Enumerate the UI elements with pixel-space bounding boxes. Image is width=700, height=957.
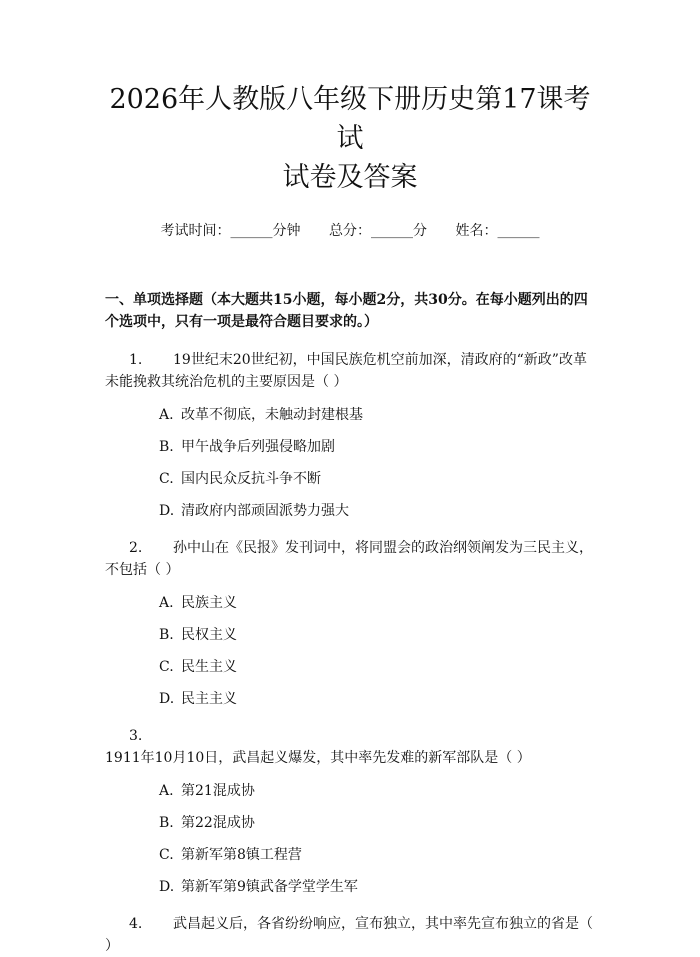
question-2-options [105, 593, 595, 709]
option-letter: D. [159, 503, 175, 519]
option-text: 第22混成协 [181, 815, 255, 831]
option-letter: C. [159, 847, 174, 863]
option-letter: B. [159, 627, 174, 643]
option-a [105, 593, 595, 613]
question-4 [105, 913, 595, 957]
option-b [105, 813, 595, 833]
option-letter: A. [159, 783, 174, 799]
question-number: 2. [129, 540, 143, 556]
question-number: 3. [129, 728, 143, 744]
question-1-options [105, 405, 595, 521]
option-text: 甲午战争后列强侵略加剧 [181, 439, 335, 455]
exam-name: 姓名：______ [455, 223, 540, 239]
question-3-options [105, 781, 595, 897]
option-text: 改革不彻底，未触动封建根基 [181, 407, 363, 423]
option-text: 民权主义 [181, 627, 237, 643]
option-text: 民主主义 [181, 691, 237, 707]
option-letter: C. [159, 659, 174, 675]
option-text: 第21混成协 [181, 783, 255, 799]
question-text: 武昌起义后，各省纷纷响应，宣布独立，其中率先宣布独立的省是（ ） [105, 916, 593, 954]
question-number: 1. [129, 352, 143, 368]
option-text: 民生主义 [181, 659, 237, 675]
option-d [105, 501, 595, 521]
question-3 [105, 725, 595, 769]
title-line-1: 2026年人教版八年级下册历史第17课考试 [109, 84, 591, 154]
option-letter: B. [159, 815, 174, 831]
option-d [105, 877, 595, 897]
option-letter: A. [159, 595, 174, 611]
option-c [105, 657, 595, 677]
option-letter: B. [159, 439, 174, 455]
question-1 [105, 349, 595, 393]
option-text: 第新军第8镇工程营 [181, 847, 302, 863]
question-text: 19世纪末20世纪初，中国民族危机空前加深，清政府的“新政”改革未能挽救其统治危机的主要原因是（ ） [105, 352, 587, 390]
option-b [105, 625, 595, 645]
option-c [105, 845, 595, 865]
option-text: 民族主义 [181, 595, 237, 611]
option-text: 第新军第9镇武备学堂学生军 [181, 879, 358, 895]
exam-meta [105, 221, 595, 241]
option-a [105, 405, 595, 425]
option-c [105, 469, 595, 489]
option-text: 国内民众反抗斗争不断 [181, 471, 321, 487]
option-letter: C. [159, 471, 174, 487]
question-number: 4. [129, 916, 143, 932]
exam-time: 考试时间：______分钟 [160, 223, 301, 239]
title-line-2: 试卷及答案 [282, 162, 418, 193]
question-text: 孙中山在《民报》发刊词中，将同盟会的政治纲领阐发为三民主义，不包括（ ） [105, 540, 593, 578]
option-text: 清政府内部顽固派势力强大 [181, 503, 349, 519]
exam-score: 总分：______分 [329, 223, 427, 239]
option-b [105, 437, 595, 457]
option-letter: D. [159, 691, 175, 707]
option-letter: D. [159, 879, 175, 895]
exam-title [105, 80, 595, 197]
option-a [105, 781, 595, 801]
option-d [105, 689, 595, 709]
option-letter: A. [159, 407, 174, 423]
question-2 [105, 537, 595, 581]
section-heading: 一、单项选择题（本大题共15小题，每小题2分，共30分。在每小题列出的四个选项中，只有一项是最符合题目要求的。） [105, 292, 588, 330]
question-text: 1911年10月10日，武昌起义爆发，其中率先发难的新军部队是（ ） [105, 750, 531, 766]
